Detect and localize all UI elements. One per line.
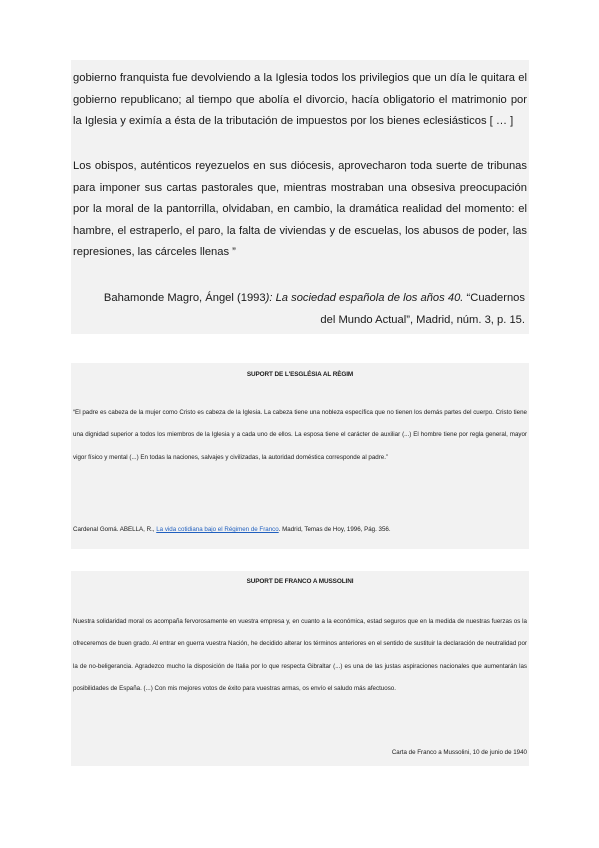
mussolini-support-heading: SUPORT DE FRANCO A MUSSOLINI xyxy=(246,578,354,585)
church-support-heading: SUPORT DE L'ESGLÉSIA AL RÈGIM xyxy=(246,371,354,378)
citation-title: ): La sociedad española de los años 40. xyxy=(265,292,464,304)
quote-citation xyxy=(101,288,525,331)
source-link[interactable]: La vida cotidiana bajo el Régimen de Franco xyxy=(156,526,279,533)
mussolini-letter-signature: Carta de Franco a Mussolini, 10 de junio de 1940 xyxy=(391,749,527,756)
church-support-quote: “El padre es cabeza de la mujer como Cristo es cabeza de la Iglesia. La cabeza tiene una nobleza específica que no tienen los demás partes del cuerpo. Cristo tiene una dignidad superior a todos los miembros de la Iglesia y a cada uno de ellos. La esposa tiene el carácter de auxiliar (...) El hombre tiene por regla general, mayor vigor físico y mental (...) En todas la naciones, salvajes y civilizadas, la autoridad doméstica corresponde al padre.” xyxy=(73,409,527,461)
quote-paragraph-2: Los obispos, auténticos reyezuelos en sus diócesis, aprovecharon toda suerte de tribunas para imponer sus cartas pastorales que, mientras mostraban una obsesiva preocupación por la moral de la pantorrilla, olvidaban, en cambio, la dramática realidad del momento: el hambre, el estraperlo, el paro, la falta de viviendas y de escuelas, los abusos de poder, las represiones, las cárceles llenas ” xyxy=(73,160,527,258)
church-support-box xyxy=(71,363,529,549)
church-support-source xyxy=(73,519,527,541)
citation-rest: “Cuadernos del Mundo Actual”, Madrid, núm. 3, p. 15. xyxy=(320,292,525,326)
citation-author: Bahamonde Magro, Ángel (1993 xyxy=(103,292,266,304)
mussolini-support-box xyxy=(71,571,529,766)
historical-quote-box xyxy=(71,60,529,334)
mussolini-letter-text: Nuestra solidaridad moral os acompaña fervorosamente en vuestra empresa y, en cuanto a la económica, estad seguros que en la medida de nuestras fuerzas os la ofreceremos de buen grado. Al entrar en guerra vuestra Nación, he decidido alterar los términos anteriores en el sentido de sustituir la declaración de neutralidad por la de no-beligerancia. Agradezco mucho la disposición de Italia por lo que respecta Gibraltar (...) es una de las justas aspiraciones nacionales que aumentarán las posibilidades de España. (...) Con mis mejores votos de éxito para vuestras armas, os envío el saludo más afectuoso. xyxy=(73,618,527,692)
quote-paragraph-1: gobierno franquista fue devolviendo a la Iglesia todos los privilegios que un día le quitara el gobierno republicano; al tiempo que abolía el divorcio, hacía obligatorio el matrimonio por la Iglesia y eximía a ésta de la tributación de impuestos por los bienes eclesiásticos [ … ] xyxy=(73,72,527,127)
source-prefix: Cardenal Gomá. ABELLA, R., xyxy=(73,526,157,533)
source-suffix: . Madrid, Temas de Hoy, 1996, Pág. 356. xyxy=(278,526,391,533)
